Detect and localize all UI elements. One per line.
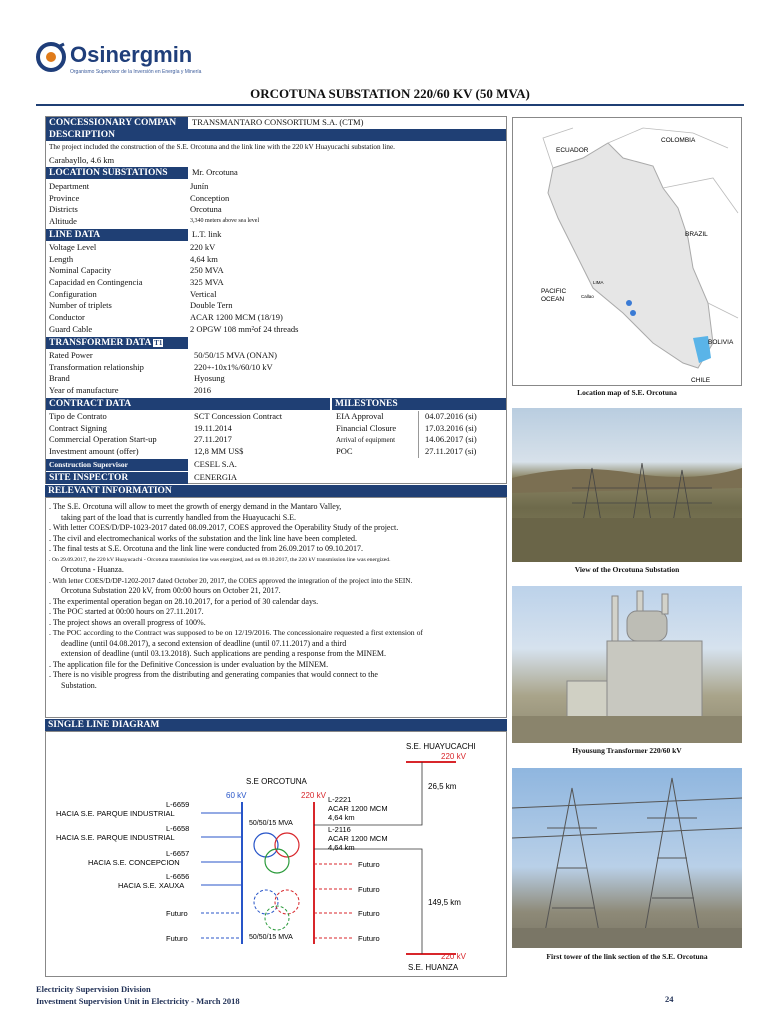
tower-photo (512, 768, 742, 948)
logo (36, 40, 236, 80)
description-line1: The project included the construction of the S.E. Orcotuna and the link line with the 220 kV Huayucachi substation line. (49, 143, 395, 151)
feeder-l6657-dest: HACIA S.E. CONCEPCION (88, 858, 180, 867)
map-colombia: COLOMBIA (661, 137, 696, 144)
relevant-line: . With letter COES/D/DP-1202-2017 dated October 20, 2017, the COES approved the integration of the project into the SEIN. (49, 576, 413, 585)
line-val: 250 MVA (190, 265, 224, 276)
huanza-label: S.E. HUANZA (408, 963, 459, 972)
transformer-unit-icon (512, 586, 742, 743)
map-chile: CHILE (691, 377, 711, 384)
transformer-rows (49, 350, 489, 397)
map-ecuador: ECUADOR (556, 147, 589, 154)
location-key: Districts (49, 204, 78, 214)
line-val: 220 kV (190, 242, 216, 252)
map-bolivia: BOLIVIA (708, 339, 734, 346)
line-key: Nominal Capacity (49, 265, 112, 276)
contract-key: Contract Signing (49, 422, 107, 433)
transformer-key: Transformation relationship (49, 361, 144, 372)
relevant-line: . The POC started at 00:00 hours on 27.11.2017. (49, 607, 204, 616)
description-line2: Carabayllo, 4.6 km (49, 155, 115, 165)
map-ocean: OCEAN (541, 296, 565, 303)
feeder-l6659: L-6659 (166, 800, 190, 809)
contract-rows (49, 411, 329, 457)
milestone-val: 17.03.2016 (si) (425, 422, 477, 433)
kv220-label: 220 kV (301, 791, 326, 800)
milestone-key: Financial Closure (336, 422, 397, 433)
feeder-l6656-dest: HACIA S.E. XAUXA (118, 881, 185, 890)
kv60-label: 60 kV (226, 791, 247, 800)
map-brazil: BRAZIL (685, 231, 708, 238)
milestones-label: MILESTONES (332, 398, 506, 410)
page-number: 24 (665, 994, 674, 1004)
map-caption: Location map of S.E. Orcotuna (577, 388, 677, 397)
inspector-value: CENERGIA (194, 472, 237, 482)
line-val: 2 OPGW 108 mm²of 24 threads (190, 323, 299, 334)
country-outline-peru (548, 143, 713, 368)
transformer-key: Year of manufacture (49, 385, 119, 396)
line-data-rows (49, 242, 489, 336)
huayucachi-kv: 220 kV (441, 752, 466, 761)
location-val: Conception (190, 192, 230, 203)
contract-val: 19.11.2014 (194, 422, 232, 433)
tower-caption: First tower of the link section of the S.E. Orcotuna (546, 952, 708, 961)
transformer-val: Hyosung (194, 373, 225, 384)
line-val: Vertical (190, 288, 217, 299)
substation-structures-icon (512, 408, 742, 562)
osinergmin-logo-icon (36, 42, 66, 72)
relevant-line: . With letter COES/D/DP-1023-2017 dated 08.09.2017, COES approved the Operability Study of the project. (49, 523, 399, 532)
line-l2221: L-2221 (328, 795, 352, 804)
relevant-line: . There is no visible progress from the distributing and generating companies that would connect to the (49, 670, 378, 679)
concessionary-label: CONCESSIONARY COMPAN (46, 117, 188, 129)
huanza-kv: 220 kV (441, 952, 466, 961)
relevant-line: . The final tests at S.E. Orcotuna and the link line were conducted from 26.09.2017 to 09.10.2017. (49, 544, 364, 553)
future-left-2: Futuro (166, 934, 188, 943)
transformer-val: 50/50/15 MVA (ONAN) (194, 350, 277, 360)
line-l2221-length: 4,64 km (328, 813, 355, 822)
footer-division: Electricity Supervision Division (36, 984, 151, 994)
transformer-label-text: TRANSFORMER DATA (49, 338, 151, 348)
relevant-text (49, 502, 505, 691)
future-right-3: Futuro (358, 909, 380, 918)
location-val: Orcotuna (190, 204, 222, 214)
logo-tagline: Organismo Supervisor de la Inversión en Energía y Minería (70, 69, 202, 75)
location-rows (49, 181, 489, 227)
transformer-key: Brand (49, 373, 70, 384)
future-transformer-2 (275, 890, 299, 914)
supervisor-value: CESEL S.A. (194, 459, 237, 469)
line-l2116: L-2116 (328, 825, 351, 834)
milestone-key: Arrival of equipment (336, 436, 396, 445)
relevant-line: . On 29.09.2017, the 220 kV Huayucachi - Orcotuna transmission line was energized, and on 09.10.2017, the 220 kV transmission line was energized. (49, 556, 391, 563)
feeder-l6657: L-6657 (166, 849, 190, 858)
substation-photo (512, 408, 742, 562)
future-right-4: Futuro (358, 934, 380, 943)
relevant-line: . The application file for the Definitive Concession is under evaluation by the MINEM. (49, 659, 329, 669)
line-l2116-length: 4,64 km (328, 843, 355, 852)
inspector-label: SITE INSPECTOR (46, 472, 188, 484)
transformer-rating: 50/50/15 MVA (249, 820, 293, 827)
relevant-line: . The project shows an overall progress of 100%. (49, 617, 206, 627)
supervisor-label: Construction Supervisor (46, 459, 188, 471)
relevant-line: . The civil and electromechanical works of the substation and the link line have been completed. (49, 533, 357, 543)
transformer-caption: Hyousung Transformer 220/60 kV (572, 746, 682, 755)
future-left-1: Futuro (166, 909, 188, 918)
location-marker-1 (626, 300, 632, 306)
page-title: ORCOTUNA SUBSTATION 220/60 KV (50 MVA) (250, 86, 530, 101)
transformer-winding-1 (254, 833, 278, 857)
line-data-value: L.T. link (192, 229, 222, 239)
transformer-suffix: T1 (154, 339, 163, 347)
se-orcotuna-label: S.E ORCOTUNA (246, 777, 307, 786)
relevant-label: RELEVANT INFORMATION (45, 485, 507, 497)
transmission-tower-icon (512, 768, 742, 948)
milestone-rows (336, 411, 504, 457)
line-key: Configuration (49, 288, 97, 299)
relevant-line: . The POC according to the Contract was supposed to be on 12/19/2016. The concessionaire requested a first extension of (49, 628, 423, 637)
location-value: Mr. Orcotuna (192, 167, 238, 177)
feeder-l6656: L-6656 (166, 872, 190, 881)
line-val: Double Tern (190, 300, 233, 311)
relevant-line: Substation. (61, 680, 97, 690)
transformer-key: Rated Power (49, 350, 93, 360)
relevant-line: Orcotuna Substation 220 kV, from 00:00 hours on October 21, 2017. (61, 586, 281, 595)
future-transformer-1 (254, 890, 278, 914)
location-map (512, 117, 742, 386)
map-callao: Callao (581, 294, 594, 299)
feeder-l6659-dest: HACIA S.E. PARQUE INDUSTRIAL (56, 809, 175, 818)
transformer-rating-2: 50/50/15 MVA (249, 934, 293, 941)
transformer-label (46, 337, 188, 349)
relevant-line: deadline (until 04.08.2017), a second extension of deadline (until 07.11.2017) and a third (61, 638, 347, 648)
concessionary-value: TRANSMANTARO CONSORTIUM S.A. (CTM) (192, 117, 364, 127)
milestone-key: EIA Approval (336, 411, 384, 421)
footer-unit: Investment Supervision Unit in Electricity - March 2018 (36, 996, 240, 1006)
contract-key: Investment amount (offer) (49, 445, 139, 456)
line-l2116-conductor: ACAR 1200 MCM (328, 834, 388, 843)
contract-val: 27.11.2017 (194, 434, 232, 445)
relevant-line: . The experimental operation began on 28.10.2017, for a period of 30 calendar days. (49, 596, 319, 606)
line-key: Number of triplets (49, 300, 112, 311)
contract-val: SCT Concession Contract (194, 411, 283, 421)
milestone-divider (418, 411, 419, 458)
future-right-1: Futuro (358, 860, 380, 869)
distance-2: 149,5 km (428, 898, 461, 907)
line-l2221-conductor: ACAR 1200 MCM (328, 804, 388, 813)
location-key: Altitude (49, 215, 77, 226)
future-transformer-3 (265, 906, 289, 930)
transformer-val: 2016 (194, 385, 211, 396)
location-label: LOCATION SUBSTATIONS (46, 167, 188, 179)
line-val: ACAR 1200 MCM (18/19) (190, 312, 283, 323)
line-data-label: LINE DATA (46, 229, 188, 241)
line-key: Voltage Level (49, 242, 97, 252)
future-right-2: Futuro (358, 885, 380, 894)
milestone-val: 04.07.2016 (si) (425, 411, 477, 421)
single-line-diagram (46, 732, 506, 976)
location-val: Junín (190, 181, 209, 191)
feeder-l6658-dest: HACIA S.E. PARQUE INDUSTRIAL (56, 833, 175, 842)
relevant-line: Orcotuna - Huanza. (61, 565, 124, 574)
line-key: Length (49, 253, 74, 264)
location-key: Department (49, 181, 90, 191)
contract-key: Commercial Operation Start-up (49, 434, 157, 445)
contract-key: Tipo de Contrato (49, 411, 107, 421)
logo-name: Osinergmin (70, 42, 193, 67)
description-label: DESCRIPTION (46, 129, 506, 141)
milestone-val: 14.06.2017 (si) (425, 434, 477, 445)
line-val: 325 MVA (190, 277, 224, 288)
milestone-key: POC (336, 445, 353, 456)
single-line-label: SINGLE LINE DIAGRAM (45, 719, 507, 731)
relevant-line: extension of deadline (until 03.13.2018). Such applications are pending a response from the MINEM. (61, 649, 387, 658)
transformer-val: 220+-10x1%/60/10 kV (194, 361, 273, 372)
peru-map (513, 118, 741, 385)
milestone-val: 27.11.2017 (si) (425, 445, 477, 456)
location-marker-2 (630, 310, 636, 316)
relevant-line: taking part of the load that is currently handled from the Huayucachi S.E. (61, 512, 297, 522)
line-val: 4,64 km (190, 253, 218, 264)
map-pacific: PACIFIC (541, 288, 567, 295)
title-rule (36, 104, 744, 106)
contract-val: 12,8 MM US$ (194, 445, 244, 456)
map-lima: LIMA (593, 280, 604, 285)
line-key: Guard Cable (49, 323, 93, 334)
distance-1: 26,5 km (428, 782, 457, 791)
line-key: Conductor (49, 312, 85, 323)
view-caption: View of the Orcotuna Substation (574, 565, 680, 574)
contract-label: CONTRACT DATA (46, 398, 330, 410)
feeder-l6658: L-6658 (166, 824, 190, 833)
location-key: Province (49, 192, 80, 203)
huayucachi-label: S.E. HUAYUCACHI (406, 742, 476, 751)
relevant-line: . The S.E. Orcotuna will allow to meet the growth of energy demand in the Mantaro Valley, (49, 502, 342, 511)
location-val: 3,340 meters above sea level (190, 217, 260, 224)
transformer-photo (512, 586, 742, 743)
line-key: Capacidad en Contingencia (49, 277, 143, 288)
